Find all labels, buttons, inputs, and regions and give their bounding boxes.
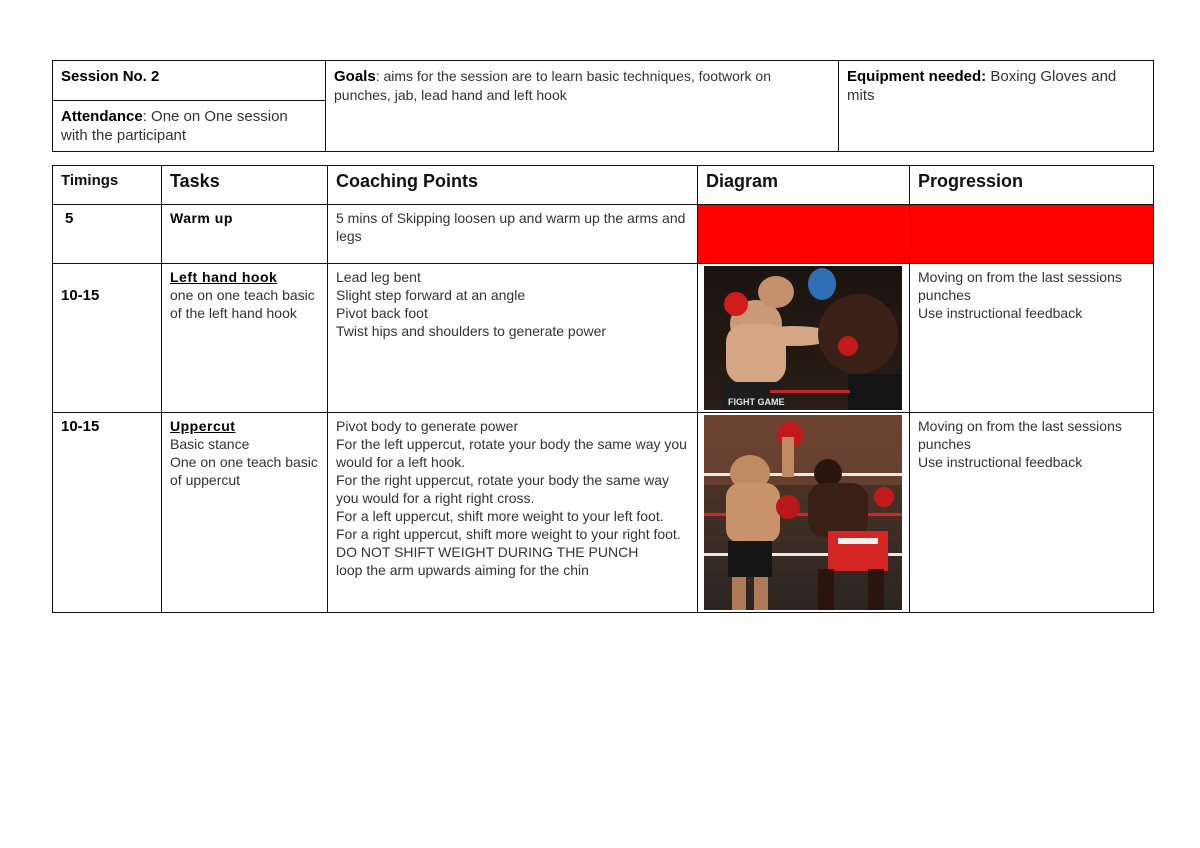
session-header-table <box>52 60 1154 152</box>
task-title: Left hand hook <box>170 269 278 285</box>
diagram-cell <box>698 413 910 613</box>
trunks-lettering: FIGHT GAME <box>728 397 785 407</box>
task-cell <box>162 264 328 413</box>
progression-red-cell <box>910 205 1154 264</box>
equipment-label: Equipment needed: <box>847 68 987 85</box>
table-row <box>53 264 1154 413</box>
col-diagram: Diagram <box>698 166 910 205</box>
coaching-point: Twist hips and shoulders to generate power <box>336 323 607 339</box>
coaching-cell <box>328 205 698 264</box>
attendance-value: : One on One session with the participant <box>61 108 288 144</box>
col-coaching-points: Coaching Points <box>328 166 698 205</box>
session-plan-table <box>52 165 1154 613</box>
session-number-cell <box>53 61 326 101</box>
coaching-point: Slight step forward at an angle <box>336 287 526 303</box>
goals-cell <box>326 61 839 152</box>
timing-cell <box>53 264 162 413</box>
goals-label: Goals <box>334 68 376 85</box>
equipment-value: Boxing Gloves and mits <box>847 68 1117 104</box>
coaching-point: Pivot back foot <box>336 305 428 321</box>
task-cell <box>162 413 328 613</box>
diagram-red-cell <box>698 205 910 264</box>
table-row <box>53 205 1154 264</box>
col-tasks: Tasks <box>162 166 328 205</box>
timing-cell <box>53 413 162 613</box>
progression-point: Use instructional feedback <box>918 305 1083 321</box>
task-title: Uppercut <box>170 418 236 434</box>
attendance-cell <box>53 101 326 152</box>
equipment-cell <box>839 61 1154 152</box>
timing-value: 10-15 <box>61 287 100 304</box>
progression-point: Use instructional feedback <box>918 454 1083 470</box>
task-description: Basic stance <box>170 436 250 452</box>
coaching-point: Lead leg bent <box>336 269 421 285</box>
coaching-point: For the left uppercut, rotate your body the same way you would for a left hook. <box>336 436 687 470</box>
task-title: Warm up <box>170 210 233 226</box>
coaching-cell <box>328 413 698 613</box>
progression-point: Moving on from the last sessions punches <box>918 269 1122 303</box>
task-cell <box>162 205 328 264</box>
progression-point: Moving on from the last sessions punches <box>918 418 1122 452</box>
boxing-uppercut-photo <box>698 413 910 612</box>
table-row <box>53 413 1154 613</box>
goals-value: : aims for the session are to learn basic techniques, footwork on punches, jab, lead hand and left hook <box>334 68 772 103</box>
col-progression: Progression <box>910 166 1154 205</box>
timing-cell <box>53 205 162 264</box>
coaching-point: DO NOT SHIFT WEIGHT DURING THE PUNCH <box>336 544 639 560</box>
coaching-point: 5 mins of Skipping loosen up and warm up the arms and legs <box>336 210 686 244</box>
attendance-label: Attendance <box>61 108 143 125</box>
coaching-point: Pivot body to generate power <box>336 418 519 434</box>
column-header-row <box>53 166 1154 205</box>
diagram-cell <box>698 264 910 413</box>
session-number: Session No. 2 <box>61 68 160 85</box>
progression-cell <box>910 264 1154 413</box>
boxing-hook-photo <box>698 264 910 412</box>
timing-value: 10-15 <box>61 418 100 435</box>
coaching-point: For a right uppercut, shift more weight to your right foot. <box>336 526 681 542</box>
progression-cell <box>910 413 1154 613</box>
timing-value: 5 <box>65 210 74 227</box>
task-description: one on one teach basic of the left hand hook <box>170 287 315 321</box>
coaching-point: loop the arm upwards aiming for the chin <box>336 562 589 578</box>
coaching-point: For the right uppercut, rotate your body the same way you would for a right right cross. <box>336 472 670 506</box>
col-timings: Timings <box>53 166 162 205</box>
coaching-point: For a left uppercut, shift more weight to your left foot. <box>336 508 664 524</box>
task-description: One on one teach basic of uppercut <box>170 454 318 488</box>
coaching-cell <box>328 264 698 413</box>
